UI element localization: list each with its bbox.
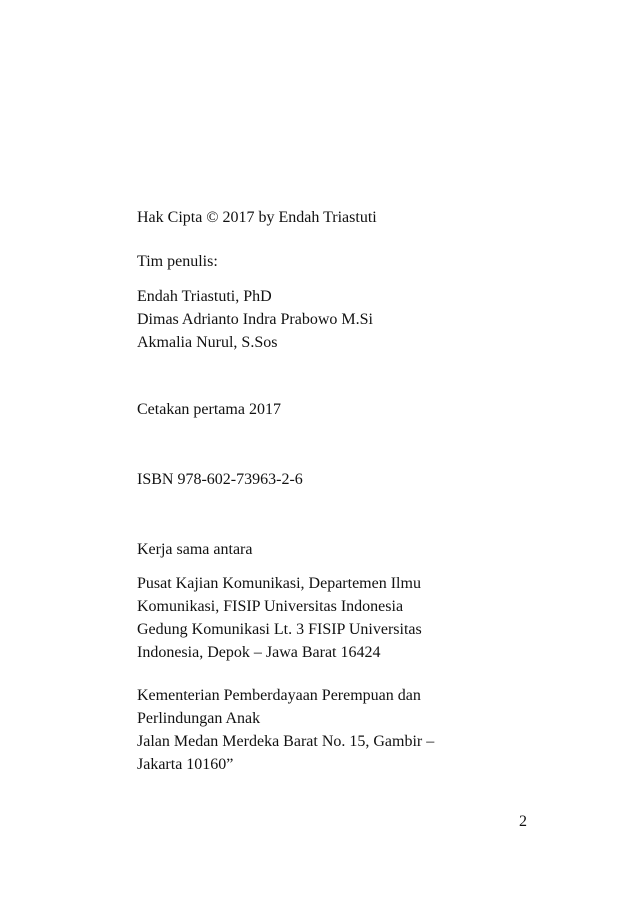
isbn-line	[137, 468, 537, 491]
partner-1-address	[137, 572, 537, 664]
partner-1-line: Komunikasi, FISIP Universitas Indonesia	[137, 598, 404, 615]
partner-2-line: Perlindungan Anak	[137, 710, 261, 727]
author-name: Dimas Adrianto Indra Prabowo M.Si	[137, 311, 373, 328]
collaboration-heading	[137, 538, 537, 561]
page-number: 2	[519, 813, 527, 830]
edition-line	[137, 398, 537, 421]
partner-1-line: Gedung Komunikasi Lt. 3 FISIP Universitas	[137, 621, 422, 638]
copyright-line	[137, 206, 537, 229]
partner-2-address	[137, 684, 537, 776]
partner-1-line: Pusat Kajian Komunikasi, Departemen Ilmu	[137, 575, 421, 592]
author-name: Akmalia Nurul, S.Sos	[137, 334, 278, 351]
collaboration-heading-text: Kerja sama antara	[137, 541, 253, 558]
copyright-text: Hak Cipta © 2017 by Endah Triastuti	[137, 209, 377, 226]
edition-text: Cetakan pertama 2017	[137, 401, 281, 418]
authors-heading-text: Tim penulis:	[137, 253, 218, 270]
authors-heading	[137, 250, 537, 273]
partner-1-line: Indonesia, Depok – Jawa Barat 16424	[137, 644, 381, 661]
isbn-text: ISBN 978-602-73963-2-6	[137, 471, 303, 488]
author-name: Endah Triastuti, PhD	[137, 288, 272, 305]
partner-2-line: Kementerian Pemberdayaan Perempuan dan	[137, 687, 421, 704]
partner-2-line: Jalan Medan Merdeka Barat No. 15, Gambir –	[137, 733, 435, 750]
authors-list	[137, 285, 537, 354]
partner-2-line: Jakarta 10160”	[137, 756, 234, 773]
